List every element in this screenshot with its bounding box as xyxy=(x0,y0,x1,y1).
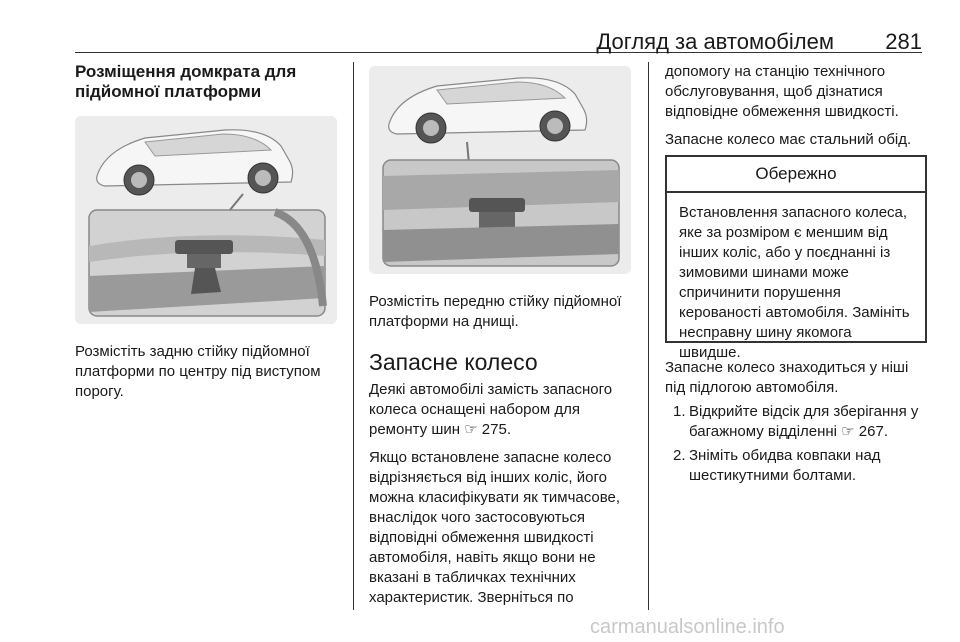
page-header xyxy=(75,20,922,53)
paragraph-repair-kit: Деякі автомобілі замість запасного колеса оснащені набором для ремонту шин ☞ 275. xyxy=(369,381,613,438)
caption-front-jack: Розмістіть передню стійку підйомної платформи на днищі. xyxy=(369,293,622,330)
watermark: carmanualsonline.info xyxy=(590,616,785,638)
column-divider xyxy=(353,62,354,610)
rear-jack-illustration xyxy=(75,116,337,324)
section-heading: Розміщення домкрата для підйомної платформи xyxy=(75,62,297,101)
column-2 xyxy=(369,292,631,608)
column-3-lower xyxy=(665,358,927,490)
column-1-caption xyxy=(75,342,337,402)
column-divider xyxy=(648,62,649,610)
steps-list xyxy=(665,402,927,486)
paragraph-steel-rim: Запасне колесо має стальний обід. xyxy=(665,131,912,148)
front-jack-illustration xyxy=(369,66,631,274)
list-item: 1. Відкрийте відсік для зберігання у багажному відділенні ☞ 267. xyxy=(673,403,919,440)
caution-text: Встановлення запасного колеса, яке за розміром є меншим від інших коліс, або у поєднанні із зимовими шинами може спричинити порушення керованості автомобіля. Замініть несправну шину якомога швидше. xyxy=(679,204,910,361)
paragraph-temporary-spare: Якщо встановлене запасне колесо відрізняється від інших коліс, його можна класифікувати як тимчасове, внаслідок чого застосовуються відповідні обмеження швидкості автомобіля, навіть якщо вони не вказані в табличках технічних характеристик. Зверніться по xyxy=(369,449,621,606)
column-1 xyxy=(75,62,337,102)
header-title: Догляд за автомобілем xyxy=(596,29,834,54)
caution-box xyxy=(665,155,927,361)
paragraph-spare-location: Запасне колесо знаходиться у ніші під підлогою автомобіля. xyxy=(665,359,909,396)
step-2-text: Зніміть обидва ковпаки над шестикутними болтами. xyxy=(689,447,881,484)
caption-rear-jack: Розмістіть задню стійку підйомної платформи по центру під виступом порогу. xyxy=(75,343,321,400)
list-item: 2. Зніміть обидва ковпаки над шестикутними болтами. xyxy=(673,447,881,484)
section-title-spare-wheel: Запасне колесо xyxy=(369,349,538,375)
caution-title: Обережно xyxy=(667,157,925,193)
paragraph-continued: допомогу на станцію технічного обслуговування, щоб дізнатися відповідне обмеження швидкості. xyxy=(665,63,899,120)
page-number: 281 xyxy=(885,29,922,54)
step-1-text: Відкрийте відсік для зберігання у багажному відділенні ☞ 267. xyxy=(689,403,919,440)
column-3 xyxy=(665,62,927,150)
